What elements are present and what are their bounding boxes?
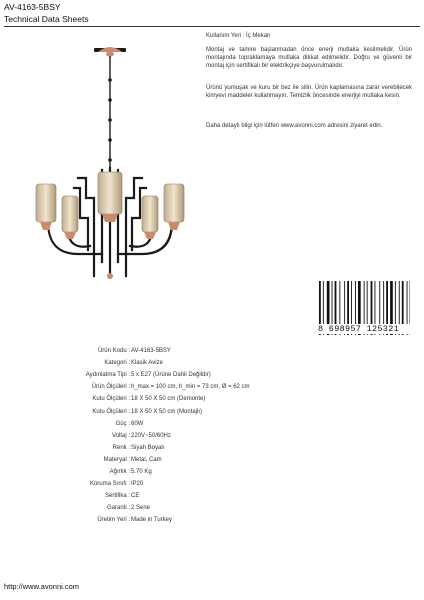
spec-value: 5 x E27 (Ürüne Dahil Değildir) bbox=[131, 372, 211, 379]
info-paragraph-safety-text: Montaj ve tamire başlanmadan önce enerji mutlaka kesilmelidir. Ürün montajında topraklamaya mutlaka dikkat edilmelidir. Doğru ve güvenli bir montaj için sertifikalı bir elektrikçiye başvurulmalıdır. bbox=[206, 47, 412, 69]
spec-value: 18 X 50 X 50 cm (Demonte) bbox=[131, 396, 206, 403]
spec-row bbox=[40, 357, 250, 369]
spec-row bbox=[40, 490, 250, 502]
spec-value: Klasik Avize bbox=[131, 360, 163, 367]
spec-row bbox=[40, 393, 250, 405]
spec-label: Sertifika : bbox=[104, 493, 130, 500]
spec-label: Üretim Yeri : bbox=[97, 517, 130, 524]
spec-table bbox=[40, 345, 250, 526]
canopy-dome bbox=[98, 47, 122, 52]
spec-value: Siyah Boyalı bbox=[131, 444, 165, 451]
product-code-header: AV-4163-5BSY bbox=[4, 2, 61, 12]
info-paragraph-website-text: Daha detaylı bilgi için lütfen www.avonni.com adresini ziyaret edin. bbox=[206, 123, 383, 129]
spec-value: Made in Turkey bbox=[131, 517, 173, 524]
spec-label: Renk : bbox=[112, 444, 130, 451]
spec-label: Kutu Ölçüleri : bbox=[92, 396, 130, 403]
page-title: Technical Data Sheets bbox=[4, 14, 89, 24]
spec-row bbox=[40, 418, 250, 430]
spec-value: 5.70 Kg bbox=[131, 468, 152, 475]
footer-website-link[interactable]: http://www.avonni.com bbox=[4, 582, 80, 591]
spec-value: AV-4163-5BSY bbox=[131, 348, 171, 355]
canopy-ring bbox=[106, 52, 114, 57]
spec-row bbox=[40, 369, 250, 381]
chandelier-product-image bbox=[18, 40, 198, 290]
header-divider bbox=[4, 26, 420, 27]
spec-value: 18 X 50 X 50 cm (Montajlı) bbox=[131, 408, 203, 415]
spec-row bbox=[40, 345, 250, 357]
usage-text: Kullanım Yeri : İç Mekan bbox=[206, 33, 271, 39]
spec-label: Ağırlık : bbox=[109, 468, 130, 475]
spec-row bbox=[40, 502, 250, 514]
spec-row bbox=[40, 430, 250, 442]
spec-label: Voltaj : bbox=[111, 432, 130, 439]
spec-label: Ürün Kodu : bbox=[97, 348, 130, 355]
spec-label: Garanti : bbox=[106, 505, 130, 512]
spec-row bbox=[40, 405, 250, 417]
spec-value: 60W bbox=[131, 420, 144, 427]
spec-row bbox=[40, 442, 250, 454]
spec-row bbox=[40, 466, 250, 478]
info-paragraph-cleaning bbox=[206, 84, 412, 100]
barcode-number: 8 698957 125321 bbox=[318, 324, 410, 334]
info-paragraph-website bbox=[206, 122, 412, 130]
spec-row bbox=[40, 514, 250, 526]
spec-value: 2 Sene bbox=[131, 505, 151, 512]
spec-label: Aydınlatma Tipi : bbox=[85, 372, 130, 379]
spec-value: CE bbox=[131, 493, 140, 500]
spec-value: IP20 bbox=[131, 481, 144, 488]
info-paragraph-cleaning-text: Ürünü yumuşak ve kuru bir bez ile silin. Ürün kaplamasına zarar verebilecek kimyevi maddeler kullanmayın. Temizlik öncesinde enerjiyi mutlaka kesin. bbox=[206, 85, 412, 99]
spec-label: Koruma Sınıfı : bbox=[89, 481, 130, 488]
spec-label: Materyal : bbox=[103, 456, 130, 463]
spec-value: h_max = 100 cm, h_min = 73 cm, Ø = 62 cm bbox=[131, 384, 250, 391]
spec-label: Ürün Ölçüleri : bbox=[91, 384, 130, 391]
info-paragraph-safety bbox=[206, 46, 412, 70]
spec-label: Kategori : bbox=[104, 360, 130, 367]
spec-row bbox=[40, 478, 250, 490]
spec-label: Kutu Ölçüleri : bbox=[92, 408, 130, 415]
spec-value: 220V~50/60Hz bbox=[131, 432, 171, 439]
spec-label: Güç : bbox=[115, 420, 130, 427]
spec-row bbox=[40, 381, 250, 393]
spec-value: Metal, Cam bbox=[131, 456, 162, 463]
spec-row bbox=[40, 454, 250, 466]
